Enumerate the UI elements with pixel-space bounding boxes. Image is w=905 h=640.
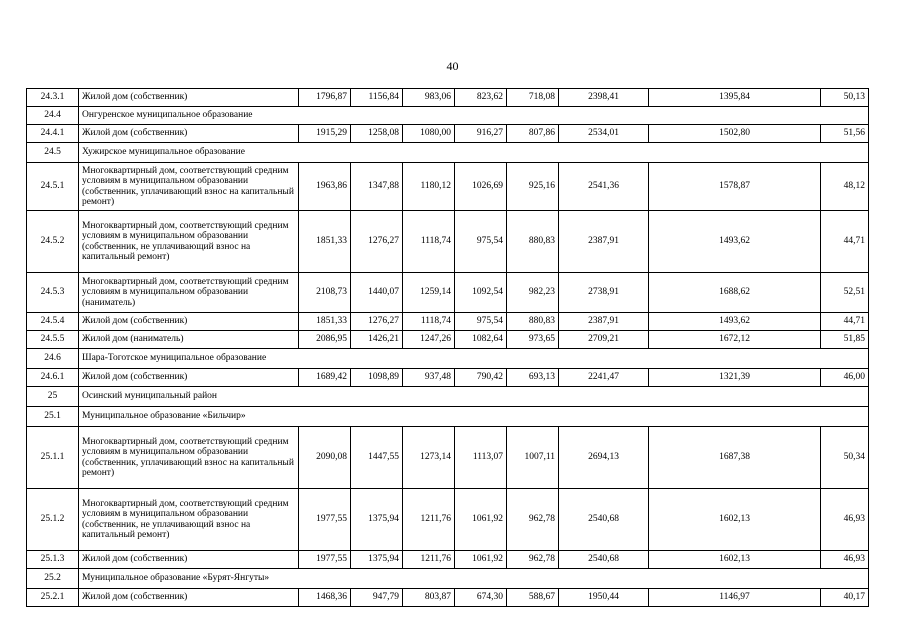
value-cell: 1118,74 xyxy=(403,211,455,273)
section-row xyxy=(27,143,869,163)
table-row xyxy=(27,331,869,349)
value-cell: 1672,12 xyxy=(649,331,821,349)
row-code: 24.4.1 xyxy=(27,125,79,143)
section-code: 24.4 xyxy=(27,107,79,125)
value-cell: 2540,68 xyxy=(559,551,649,569)
value-cell: 1915,29 xyxy=(299,125,351,143)
section-row xyxy=(27,349,869,369)
value-cell: 1493,62 xyxy=(649,211,821,273)
value-cell: 2090,08 xyxy=(299,427,351,489)
section-code: 25.2 xyxy=(27,569,79,589)
row-description: Жилой дом (наниматель) xyxy=(79,331,299,349)
section-code: 25 xyxy=(27,387,79,407)
value-cell: 975,54 xyxy=(455,313,507,331)
row-code: 24.5.3 xyxy=(27,273,79,313)
value-cell: 2694,13 xyxy=(559,427,649,489)
value-cell: 50,13 xyxy=(821,89,869,107)
table-row xyxy=(27,211,869,273)
value-cell: 790,42 xyxy=(455,369,507,387)
page-number: 40 xyxy=(446,59,459,73)
row-description: Многоквартирный дом, соответствующий средним условиям в муниципальном образовании (собственник, не уплачивающий взнос на капитальный ремонт) xyxy=(79,489,299,551)
value-cell: 48,12 xyxy=(821,163,869,211)
value-cell: 52,51 xyxy=(821,273,869,313)
section-title: Осинский муниципальный район xyxy=(79,387,869,407)
value-cell: 1977,55 xyxy=(299,551,351,569)
value-cell: 1447,55 xyxy=(351,427,403,489)
value-cell: 2398,41 xyxy=(559,89,649,107)
value-cell: 880,83 xyxy=(507,313,559,331)
value-cell: 947,79 xyxy=(351,589,403,607)
row-code: 25.1.1 xyxy=(27,427,79,489)
value-cell: 1395,84 xyxy=(649,89,821,107)
row-description: Многоквартирный дом, соответствующий средним условиям в муниципальном образовании (собственник, уплачивающий взнос на капитальный ремонт) xyxy=(79,163,299,211)
value-cell: 807,86 xyxy=(507,125,559,143)
section-row xyxy=(27,387,869,407)
row-code: 25.1.3 xyxy=(27,551,79,569)
row-code: 24.5.5 xyxy=(27,331,79,349)
section-code: 24.5 xyxy=(27,143,79,163)
value-cell: 51,56 xyxy=(821,125,869,143)
row-description: Жилой дом (собственник) xyxy=(79,551,299,569)
value-cell: 1602,13 xyxy=(649,489,821,551)
value-cell: 1098,89 xyxy=(351,369,403,387)
value-cell: 46,00 xyxy=(821,369,869,387)
value-cell: 2241,47 xyxy=(559,369,649,387)
value-cell: 1276,27 xyxy=(351,313,403,331)
value-cell: 1321,39 xyxy=(649,369,821,387)
section-title: Муниципальное образование «Бурят-Янгуты» xyxy=(79,569,869,589)
value-cell: 46,93 xyxy=(821,489,869,551)
row-description: Жилой дом (собственник) xyxy=(79,89,299,107)
value-cell: 1247,26 xyxy=(403,331,455,349)
value-cell: 40,17 xyxy=(821,589,869,607)
value-cell: 2541,36 xyxy=(559,163,649,211)
table-row xyxy=(27,427,869,489)
value-cell: 1851,33 xyxy=(299,211,351,273)
value-cell: 1258,08 xyxy=(351,125,403,143)
value-cell: 44,71 xyxy=(821,313,869,331)
value-cell: 674,30 xyxy=(455,589,507,607)
value-cell: 962,78 xyxy=(507,551,559,569)
section-row xyxy=(27,407,869,427)
table-row xyxy=(27,273,869,313)
section-row xyxy=(27,107,869,125)
value-cell: 46,93 xyxy=(821,551,869,569)
value-cell: 1963,86 xyxy=(299,163,351,211)
row-description: Многоквартирный дом, соответствующий средним условиям в муниципальном образовании (наниматель) xyxy=(79,273,299,313)
row-description: Жилой дом (собственник) xyxy=(79,369,299,387)
section-title: Шара-Тоготское муниципальное образование xyxy=(79,349,869,369)
table-row xyxy=(27,589,869,607)
value-cell: 1156,84 xyxy=(351,89,403,107)
section-title: Хужирское муниципальное образование xyxy=(79,143,869,163)
section-title: Муниципальное образование «Бильчир» xyxy=(79,407,869,427)
value-cell: 2709,21 xyxy=(559,331,649,349)
row-code: 25.2.1 xyxy=(27,589,79,607)
row-code: 24.6.1 xyxy=(27,369,79,387)
value-cell: 1061,92 xyxy=(455,489,507,551)
value-cell: 2534,01 xyxy=(559,125,649,143)
value-cell: 2086,95 xyxy=(299,331,351,349)
row-code: 24.5.2 xyxy=(27,211,79,273)
row-code: 24.5.4 xyxy=(27,313,79,331)
value-cell: 1080,00 xyxy=(403,125,455,143)
row-description: Многоквартирный дом, соответствующий средним условиям в муниципальном образовании (собственник, не уплачивающий взнос на капитальный ремонт) xyxy=(79,211,299,273)
value-cell: 823,62 xyxy=(455,89,507,107)
value-cell: 2738,91 xyxy=(559,273,649,313)
table-row xyxy=(27,313,869,331)
value-cell: 1118,74 xyxy=(403,313,455,331)
tariff-table xyxy=(26,88,869,607)
value-cell: 1375,94 xyxy=(351,551,403,569)
row-code: 25.1.2 xyxy=(27,489,79,551)
value-cell: 50,34 xyxy=(821,427,869,489)
value-cell: 1977,55 xyxy=(299,489,351,551)
row-description: Жилой дом (собственник) xyxy=(79,313,299,331)
value-cell: 2387,91 xyxy=(559,313,649,331)
value-cell: 1687,38 xyxy=(649,427,821,489)
value-cell: 803,87 xyxy=(403,589,455,607)
value-cell: 880,83 xyxy=(507,211,559,273)
value-cell: 718,08 xyxy=(507,89,559,107)
section-code: 24.6 xyxy=(27,349,79,369)
value-cell: 1440,07 xyxy=(351,273,403,313)
value-cell: 2540,68 xyxy=(559,489,649,551)
value-cell: 693,13 xyxy=(507,369,559,387)
value-cell: 1688,62 xyxy=(649,273,821,313)
value-cell: 51,85 xyxy=(821,331,869,349)
value-cell: 1007,11 xyxy=(507,427,559,489)
value-cell: 962,78 xyxy=(507,489,559,551)
value-cell: 1061,92 xyxy=(455,551,507,569)
row-code: 24.3.1 xyxy=(27,89,79,107)
value-cell: 1375,94 xyxy=(351,489,403,551)
value-cell: 1468,36 xyxy=(299,589,351,607)
value-cell: 2387,91 xyxy=(559,211,649,273)
row-code: 24.5.1 xyxy=(27,163,79,211)
value-cell: 1082,64 xyxy=(455,331,507,349)
value-cell: 1502,80 xyxy=(649,125,821,143)
value-cell: 1950,44 xyxy=(559,589,649,607)
section-row xyxy=(27,569,869,589)
table-row xyxy=(27,551,869,569)
value-cell: 1180,12 xyxy=(403,163,455,211)
value-cell: 925,16 xyxy=(507,163,559,211)
value-cell: 983,06 xyxy=(403,89,455,107)
value-cell: 1211,76 xyxy=(403,551,455,569)
value-cell: 937,48 xyxy=(403,369,455,387)
value-cell: 1347,88 xyxy=(351,163,403,211)
table-row xyxy=(27,489,869,551)
table-row xyxy=(27,125,869,143)
value-cell: 975,54 xyxy=(455,211,507,273)
value-cell: 1211,76 xyxy=(403,489,455,551)
value-cell: 1276,27 xyxy=(351,211,403,273)
value-cell: 1689,42 xyxy=(299,369,351,387)
value-cell: 1578,87 xyxy=(649,163,821,211)
value-cell: 2108,73 xyxy=(299,273,351,313)
value-cell: 588,67 xyxy=(507,589,559,607)
value-cell: 44,71 xyxy=(821,211,869,273)
value-cell: 1146,97 xyxy=(649,589,821,607)
row-description: Многоквартирный дом, соответствующий средним условиям в муниципальном образовании (собственник, уплачивающий взнос на капитальный ремонт) xyxy=(79,427,299,489)
value-cell: 1602,13 xyxy=(649,551,821,569)
row-description: Жилой дом (собственник) xyxy=(79,589,299,607)
value-cell: 1273,14 xyxy=(403,427,455,489)
value-cell: 1796,87 xyxy=(299,89,351,107)
table-row xyxy=(27,163,869,211)
value-cell: 916,27 xyxy=(455,125,507,143)
value-cell: 1493,62 xyxy=(649,313,821,331)
section-title: Онгуренское муниципальное образование xyxy=(79,107,869,125)
value-cell: 1851,33 xyxy=(299,313,351,331)
table-row xyxy=(27,369,869,387)
value-cell: 1259,14 xyxy=(403,273,455,313)
value-cell: 1113,07 xyxy=(455,427,507,489)
section-code: 25.1 xyxy=(27,407,79,427)
value-cell: 1092,54 xyxy=(455,273,507,313)
row-description: Жилой дом (собственник) xyxy=(79,125,299,143)
value-cell: 973,65 xyxy=(507,331,559,349)
value-cell: 1426,21 xyxy=(351,331,403,349)
value-cell: 982,23 xyxy=(507,273,559,313)
value-cell: 1026,69 xyxy=(455,163,507,211)
table-row xyxy=(27,89,869,107)
